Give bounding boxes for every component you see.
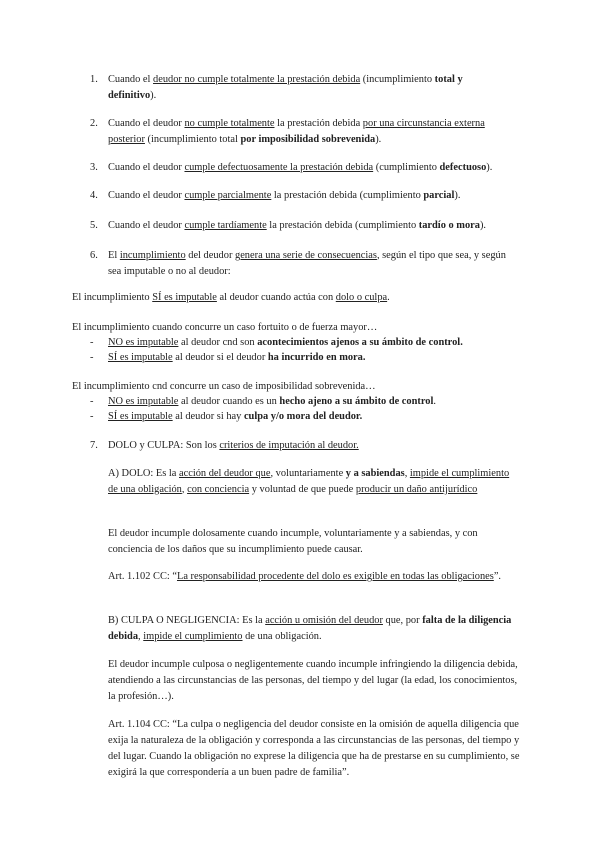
- list-number: 1.: [90, 74, 98, 85]
- sobrevenida-bullet-no: [108, 394, 528, 410]
- text-run: , según el tipo que sea, y según sea imputable o no al deudor:: [108, 250, 506, 277]
- text-run: , voluntariamente: [270, 468, 346, 479]
- underlined-text: genera una serie de consecuencias: [235, 250, 377, 261]
- text-run: la prestación debida (cumplimiento: [271, 190, 424, 201]
- bold-text: tardío o mora: [418, 220, 480, 231]
- text-run: Art. 1.102 CC: “: [108, 571, 177, 582]
- fortuito-bullet-si: [108, 350, 528, 366]
- list-item-2: [108, 116, 513, 148]
- underlined-text: producir un daño antijurídico: [355, 484, 478, 495]
- underlined-text: acción del deudor que: [179, 468, 271, 479]
- text-run: Cuando el deudor: [108, 220, 185, 231]
- text-run: El: [108, 250, 120, 261]
- underlined-text: NO es imputable: [108, 396, 179, 407]
- underlined-text: SÍ es imputable: [108, 411, 173, 422]
- text-run: al deudor cnd son: [178, 337, 258, 348]
- culpa-article: [108, 717, 520, 781]
- list-number: 6.: [90, 250, 98, 261]
- text-run: .: [387, 292, 390, 303]
- fortuito-intro: El incumplimiento cuando concurre un caso fortuito o de fuerza mayor…: [72, 322, 378, 333]
- text-run: al deudor si hay: [172, 411, 244, 422]
- bold-text: ha incurrido en mora.: [267, 352, 366, 363]
- bold-text: total y definitivo: [108, 74, 463, 101]
- list-number: 5.: [90, 220, 98, 231]
- list-item-6: [108, 248, 513, 280]
- underlined-text: por una circunstancia externa posterior: [108, 118, 485, 145]
- text-run: ”.: [493, 571, 502, 582]
- list-item-4: [108, 188, 528, 204]
- underlined-text: acción u omisión del deudor: [265, 615, 383, 626]
- bullet-dash: -: [90, 396, 94, 407]
- underlined-text: NO es imputable: [108, 337, 179, 348]
- text-run: El deudor incumple culposa o negligentemente cuando incumple infringiendo la diligencia debida, atendiendo a las circunstancias de las personas, del tiempo y del lugar (la edad, los conocimientos, la profesión…).: [108, 659, 518, 702]
- underlined-text: incumplimiento: [119, 250, 186, 261]
- text-run: al deudor cuando actúa con: [216, 292, 336, 303]
- bold-text: parcial: [423, 190, 455, 201]
- underlined-text: dolo o culpa: [335, 292, 388, 303]
- bold-text: acontecimientos ajenos a su ámbito de control.: [257, 337, 463, 348]
- bullet-dash: -: [90, 337, 94, 348]
- sobrevenida-bullet-si: [108, 409, 528, 425]
- text-run: del deudor: [185, 250, 235, 261]
- bold-text: hecho ajeno a su ámbito de control: [279, 396, 434, 407]
- bold-text: culpa y/o mora del deudor.: [243, 411, 363, 422]
- text-run: ,: [138, 631, 144, 642]
- text-run: de una obligación.: [242, 631, 322, 642]
- bold-text: falta de la diligencia debida: [108, 615, 512, 642]
- list-number: 3.: [90, 162, 98, 173]
- bullet-dash: -: [90, 352, 94, 363]
- underlined-text: impide el cumplimiento de una obligación: [108, 468, 510, 495]
- text-run: ).: [486, 162, 493, 173]
- underlined-text: con conciencia: [187, 484, 250, 495]
- text-run: (cumplimiento: [373, 162, 440, 173]
- text-run: la prestación debida: [274, 118, 363, 129]
- underlined-text: deudor no cumple totalmente la prestación debida: [153, 74, 361, 85]
- dolo-article: [108, 569, 518, 585]
- underlined-text: cumple tardíamente: [184, 220, 267, 231]
- bold-text: defectuoso: [439, 162, 487, 173]
- text-run: El deudor incumple dolosamente cuando incumple, voluntariamente y a sabiendas, y con conciencia de los daños que su incumplimiento puede causar.: [108, 528, 478, 555]
- culpa-definition: [108, 613, 520, 645]
- text-run: ).: [375, 134, 382, 145]
- list-item-5: [108, 218, 528, 234]
- text-run: ,: [181, 484, 188, 495]
- underlined-text: La responsabilidad procedente del dolo es exigible en todas las obligaciones: [176, 571, 494, 582]
- list-number: 7.: [90, 440, 98, 451]
- text-run: al deudor si el deudor: [172, 352, 268, 363]
- imputable-statement: [72, 290, 532, 306]
- underlined-text: criterios de imputación al deudor.: [219, 440, 359, 451]
- fortuito-bullet-no: [108, 335, 528, 351]
- underlined-text: SÍ es imputable: [152, 292, 217, 303]
- list-item-7: [108, 438, 528, 454]
- text-run: (incumplimiento: [360, 74, 435, 85]
- dolo-explanation: [108, 526, 518, 558]
- underlined-text: impide el cumplimiento: [143, 631, 243, 642]
- text-run: El incumplimiento: [72, 292, 153, 303]
- text-run: Cuando el deudor: [108, 190, 185, 201]
- text-run: B) CULPA O NEGLIGENCIA: Es la: [108, 615, 266, 626]
- text-run: Cuando el deudor: [108, 162, 185, 173]
- text-run: Cuando el deudor: [108, 118, 185, 129]
- text-run: y voluntad de que puede: [249, 484, 356, 495]
- text-run: (incumplimiento total: [144, 134, 241, 145]
- underlined-text: no cumple totalmente: [184, 118, 275, 129]
- text-run: A) DOLO: Es la: [108, 468, 179, 479]
- text-run: Cuando el: [108, 74, 154, 85]
- text-run: ).: [454, 190, 461, 201]
- list-item-1: [108, 72, 513, 104]
- dolo-definition: [108, 466, 518, 498]
- sobrevenida-intro: El incumplimiento cnd concurre un caso de imposibilidad sobrevenida…: [72, 381, 376, 392]
- text-run: ,: [404, 468, 410, 479]
- text-run: .: [433, 396, 436, 407]
- text-run: que, por: [382, 615, 423, 626]
- text-run: Art. 1.104 CC: “La culpa o negligencia del deudor consiste en la omisión de aquella diligencia que exija la naturaleza de la obligación y corresponda a las circunstancias de las personas, del tiempo y del lugar. Cuando la obligación no exprese la diligencia que ha de prestarse en su cumplimiento, se exigirá la que correspondería a un buen padre de familia”.: [108, 719, 520, 778]
- list-number: 4.: [90, 190, 98, 201]
- bold-text: por imposibilidad sobrevenida: [240, 134, 376, 145]
- bullet-dash: -: [90, 411, 94, 422]
- list-item-3: [108, 160, 528, 176]
- text-run: al deudor cuando es un: [178, 396, 280, 407]
- text-run: ).: [150, 90, 157, 101]
- list-number: 2.: [90, 118, 98, 129]
- underlined-text: cumple defectuosamente la prestación debida: [184, 162, 374, 173]
- culpa-explanation: [108, 657, 520, 705]
- text-run: la prestación debida (cumplimiento: [266, 220, 419, 231]
- bold-text: y a sabiendas: [345, 468, 405, 479]
- underlined-text: SÍ es imputable: [108, 352, 173, 363]
- text-run: ).: [479, 220, 487, 231]
- text-run: DOLO y CULPA: Son los: [108, 440, 220, 451]
- underlined-text: cumple parcialmente: [184, 190, 272, 201]
